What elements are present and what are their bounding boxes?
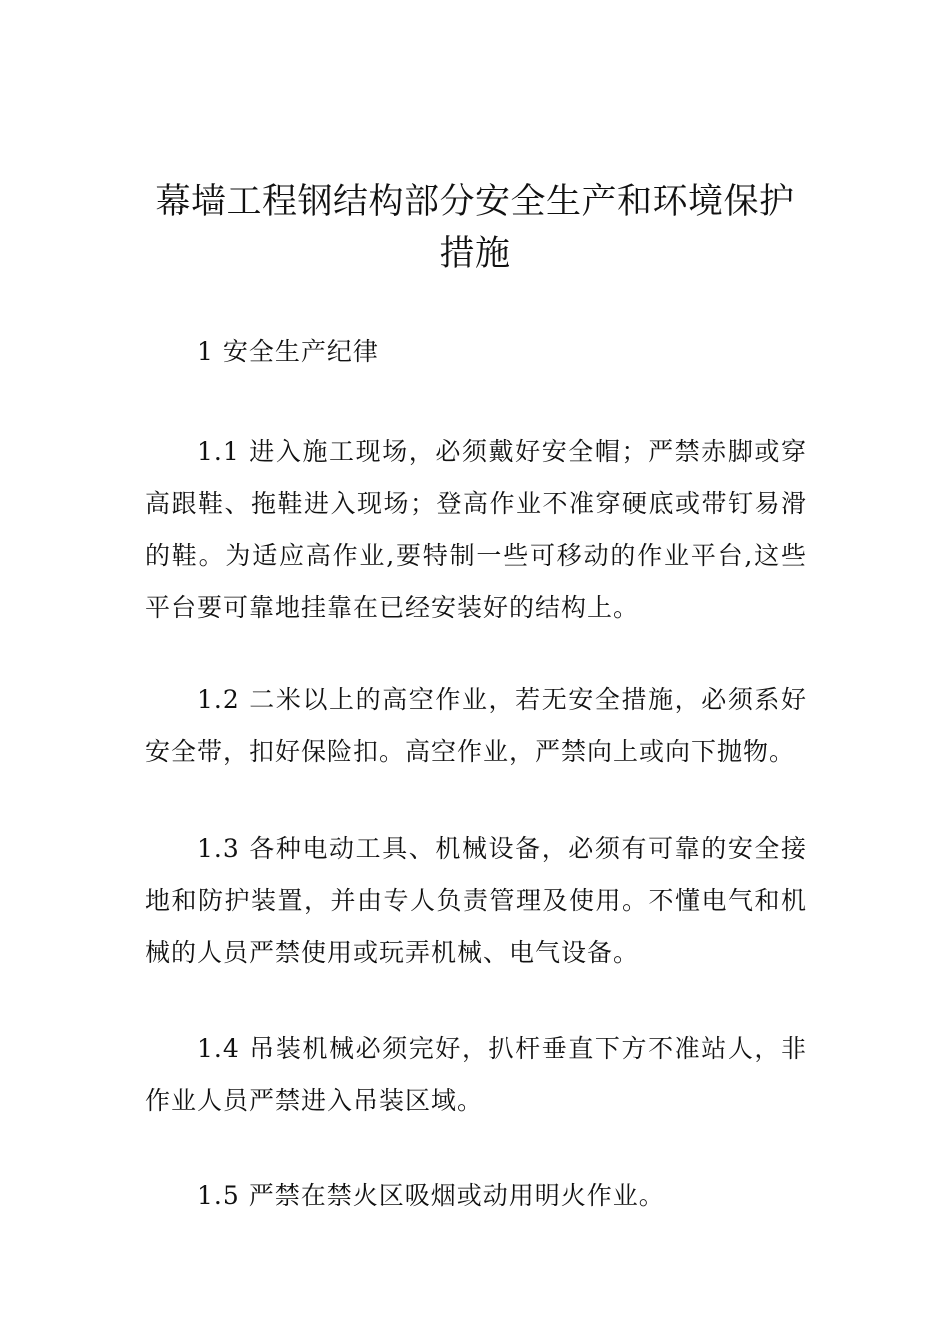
paragraph-1-4: 1.4 吊装机械必须完好，扒杆垂直下方不准站人，非作业人员严禁进入吊装区域。 xyxy=(145,1034,807,1115)
document-title: 幕墙工程钢结构部分安全生产和环境保护措施 xyxy=(155,182,795,274)
paragraph-1-2: 1.2 二米以上的高空作业，若无安全措施，必须系好安全带，扣好保险扣。高空作业，严禁向上或向下抛物。 xyxy=(145,685,807,766)
paragraph-1-3: 1.3 各种电动工具、机械设备，必须有可靠的安全接地和防护装置，并由专人负责管理及使用。不懂电气和机械的人员严禁使用或玩弄机械、电气设备。 xyxy=(145,834,807,967)
paragraph-1-5: 1.5 严禁在禁火区吸烟或动用明火作业。 xyxy=(197,1181,665,1210)
paragraph-1-1: 1.1 进入施工现场，必须戴好安全帽；严禁赤脚或穿高跟鞋、拖鞋进入现场；登高作业不准穿硬底或带钉易滑的鞋。为适应高作业,要特制一些可移动的作业平台,这些平台要可靠地挂靠在已经安装好的结构上。 xyxy=(145,437,807,622)
section-heading: 1 安全生产纪律 xyxy=(197,337,379,366)
